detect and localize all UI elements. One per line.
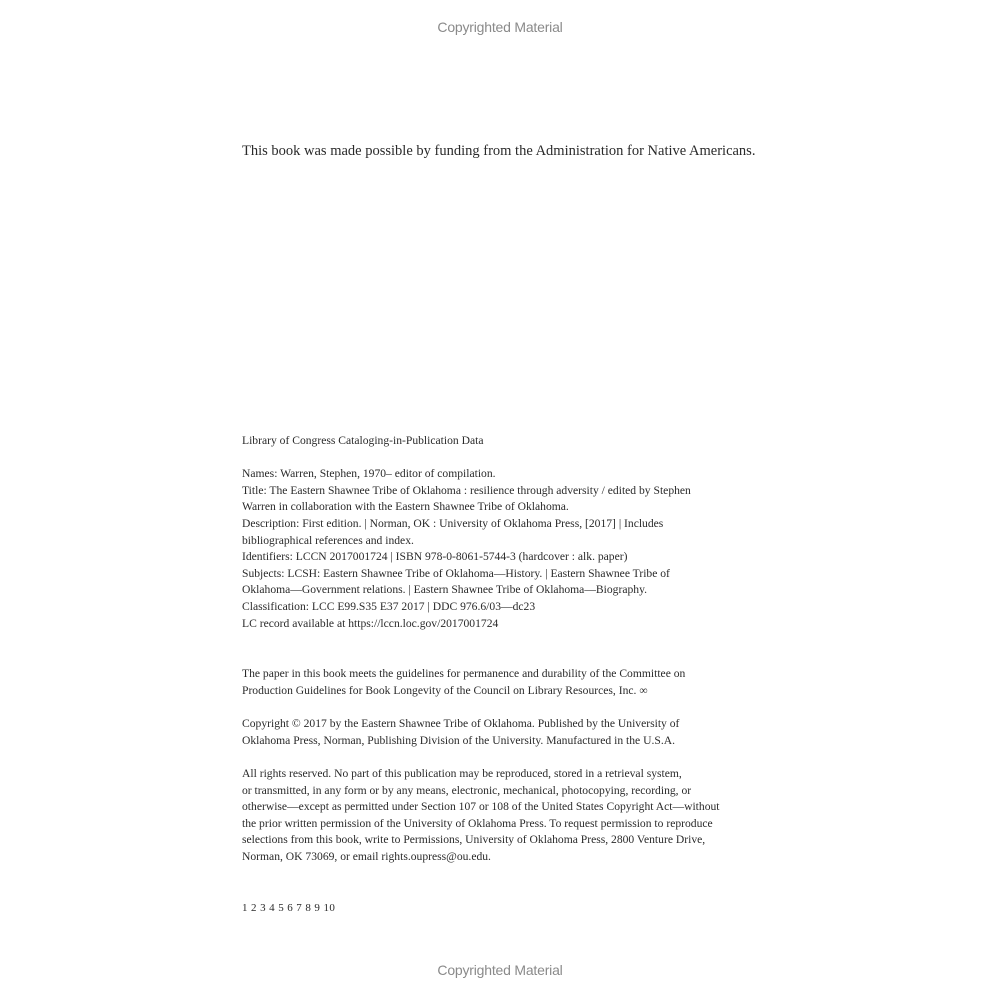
- rights-line: selections from this book, write to Permissions, University of Oklahoma Press, 2800 Venture Drive,: [242, 833, 706, 847]
- cip-entry-classification: [242, 599, 782, 616]
- cip-line: Description: First edition. | Norman, OK : University of Oklahoma Press, [2017] | Includes: [242, 516, 664, 530]
- rights-reserved-note: [242, 766, 782, 866]
- cip-line: Names: Warren, Stephen, 1970– editor of compilation.: [242, 467, 496, 481]
- cip-entry-names: [242, 466, 782, 483]
- copyright-note: [242, 716, 782, 749]
- rights-line: All rights reserved. No part of this publication may be reproduced, stored in a retrieval system,: [242, 767, 682, 780]
- cip-line: Oklahoma—Government relations. | Eastern Shawnee Tribe of Oklahoma—Biography.: [242, 583, 648, 597]
- paper-permanence-note: [242, 666, 782, 699]
- rights-line: or transmitted, in any form or by any means, electronic, mechanical, photocopying, recording, or: [242, 783, 692, 797]
- copyright-line: Copyright © 2017 by the Eastern Shawnee Tribe of Oklahoma. Published by the University of: [242, 717, 680, 730]
- cip-entry-title: [242, 483, 782, 516]
- funding-note: This book was made possible by funding from the Administration for Native Americans.: [242, 143, 756, 159]
- cip-heading: Library of Congress Cataloging-in-Publication Data: [242, 434, 484, 447]
- cip-line: Title: The Eastern Shawnee Tribe of Oklahoma : resilience through adversity / edited by Stephen: [242, 483, 691, 497]
- rights-line: Norman, OK 73069, or email rights.oupress@ou.edu.: [242, 849, 491, 863]
- cip-entry-lc-record: [242, 616, 782, 633]
- printer-key-line: 1 2 3 4 5 6 7 8 9 10: [242, 902, 336, 914]
- cip-entry-description: [242, 516, 782, 549]
- cip-line: bibliographical references and index.: [242, 533, 414, 547]
- cip-line: Classification: LCC E99.S35 E37 2017 | DDC 976.6/03—dc23: [242, 599, 536, 613]
- paper-note-line: Production Guidelines for Book Longevity of the Council on Library Resources, Inc. ∞: [242, 683, 648, 697]
- cip-line: Warren in collaboration with the Eastern Shawnee Tribe of Oklahoma.: [242, 500, 569, 514]
- paper-note-line: The paper in this book meets the guidelines for permanence and durability of the Committee on: [242, 667, 686, 680]
- rights-line: the prior written permission of the University of Oklahoma Press. To request permission to reproduce: [242, 816, 713, 830]
- copyright-line: Oklahoma Press, Norman, Publishing Division of the University. Manufactured in the U.S.A.: [242, 733, 675, 747]
- watermark-top: Copyrighted Material: [437, 19, 563, 35]
- watermark-bottom: Copyrighted Material: [437, 962, 563, 978]
- cip-line: Identifiers: LCCN 2017001724 | ISBN 978-0-8061-5744-3 (hardcover : alk. paper): [242, 550, 628, 564]
- rights-line: otherwise—except as permitted under Section 107 or 108 of the United States Copyright Act—without: [242, 800, 720, 814]
- cip-entry-subjects: [242, 566, 782, 599]
- cip-line: Subjects: LCSH: Eastern Shawnee Tribe of Oklahoma—History. | Eastern Shawnee Tribe of: [242, 566, 670, 580]
- cip-entry-identifiers: [242, 549, 782, 566]
- cip-data-block: [242, 433, 782, 632]
- cip-line: LC record available at https://lccn.loc.gov/2017001724: [242, 616, 499, 630]
